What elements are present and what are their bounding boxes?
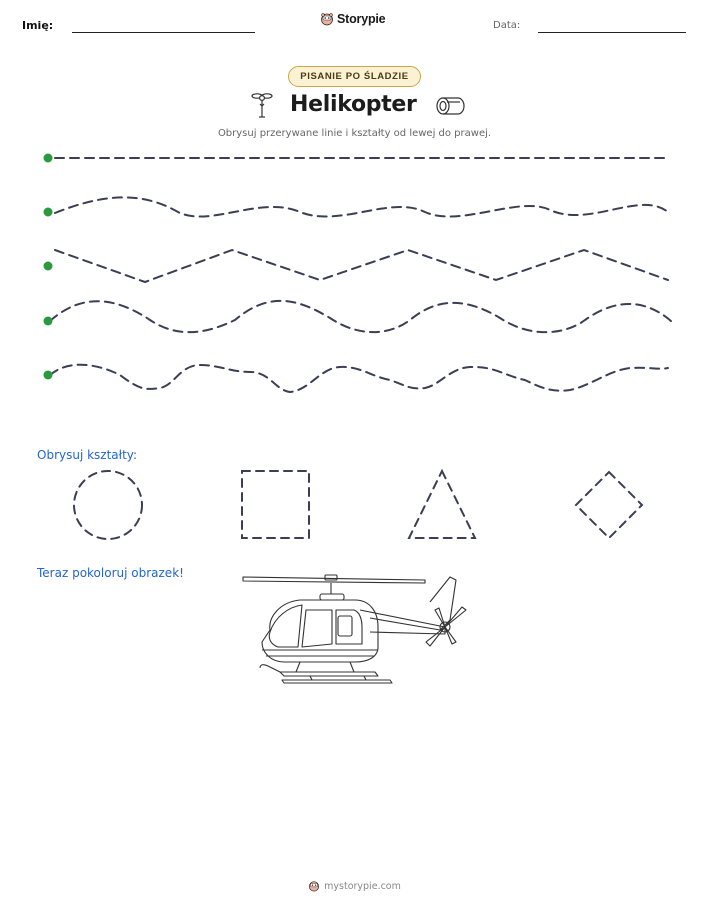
tracing-shapes-area[interactable]: [0, 460, 709, 550]
title-row: [240, 90, 470, 124]
start-dot: [44, 154, 53, 163]
footer-site-link[interactable]: mystorypie.com: [324, 880, 401, 892]
rotor-icon: [250, 90, 274, 120]
trace-shape-triangle: [409, 471, 475, 538]
coloring-section-label: Teraz pokoloruj obrazek!: [37, 566, 184, 580]
tracing-lines-area[interactable]: [0, 140, 709, 400]
brand-name: Storypie: [337, 12, 386, 26]
start-dot: [44, 208, 53, 217]
brand-logo: [320, 12, 385, 26]
instructions: Obrysuj przerywane linie i kształty od lewej do prawej.: [217, 128, 492, 139]
trace-line-zigzag: [55, 250, 668, 282]
storypie-mascot-icon: [308, 880, 320, 892]
trace-shape-diamond: [576, 472, 642, 538]
start-dot: [44, 317, 53, 326]
worksheet-type-badge: PISANIE PO ŚLADZIE: [288, 66, 421, 87]
trace-shape-square: [242, 471, 309, 538]
storypie-mascot-icon: [320, 12, 334, 26]
trace-line-gentle-wave: [55, 197, 668, 216]
trace-line-wave: [50, 301, 672, 332]
date-write-line[interactable]: [538, 32, 686, 33]
page-title: Helikopter: [290, 92, 417, 117]
shapes-section-label: Obrysuj kształty:: [37, 448, 138, 462]
trace-line-deep-wave: [50, 365, 668, 392]
start-dot: [44, 371, 53, 380]
footer: [0, 880, 709, 892]
wheel-icon: [434, 96, 466, 116]
date-label: Data:: [493, 20, 521, 31]
name-write-line[interactable]: [72, 32, 255, 33]
helicopter-coloring-image[interactable]: [240, 572, 470, 687]
start-dot: [44, 262, 53, 271]
trace-shape-circle: [74, 471, 142, 539]
name-label: Imię:: [22, 19, 54, 32]
